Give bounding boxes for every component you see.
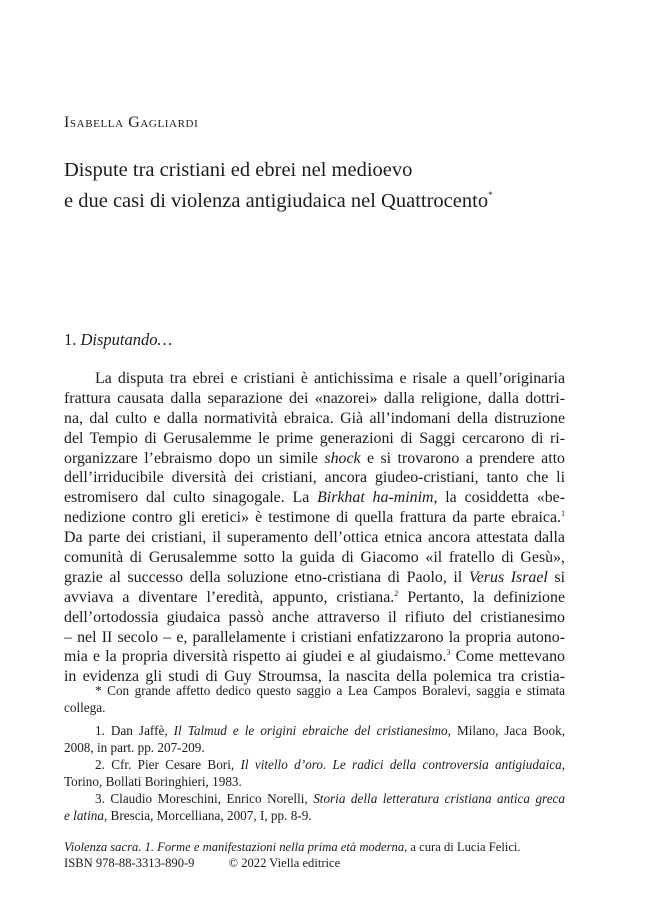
page-footer (64, 839, 521, 871)
title-line-2 (64, 183, 584, 214)
body-line: estromisero dal culto sinagogale. La Birkhat ha-minim, la cosiddetta «be- (64, 489, 565, 507)
footnotes (64, 682, 565, 824)
body-line: organizzare l’ebraismo dopo un simile shock e si trovarono a prendere atto (64, 449, 565, 467)
body-line: na, dal culto e dalla normatività ebraica. Già all’indomani della distruzione (64, 409, 565, 427)
footer-editor: , a cura di Lucia Felici. (404, 840, 521, 854)
section-number: 1. (64, 330, 77, 349)
footnote-ref: 2 (394, 588, 399, 598)
body-line: Da parte dei cristiani, il superamento dell’ottica etnica ancora attestata dalla (64, 529, 565, 547)
body-line: avviava a diventare l’eredità, appunto, cristiana.$^2$ Pertanto, la definizione (64, 588, 565, 606)
body-line: del Tempio di Gerusalemme le prime generazioni di Saggi cercarono di ri- (64, 429, 565, 447)
footnote-2-line-1: 2. Cfr. Pier Cesare Bori, Il vitello d’oro. Le radici della controversia antigiudaica, (95, 757, 565, 772)
footnote-1-line-2: 2008, in part. pp. 207-209. (64, 740, 205, 755)
title-line-2-text: e due casi di violenza antigiudaica nel Quattrocento (64, 190, 489, 212)
body-text (64, 369, 565, 687)
footnote-3-line-1: 3. Claudio Moreschini, Enrico Norelli, Storia della letteratura cristiana antica greca (95, 791, 565, 806)
body-line: La disputa tra ebrei e cristiani è antichissima e risale a quell’originaria (95, 370, 565, 387)
body-line: – nel II secolo – e, parallelamente i cristiani enfatizzarono la propria autono- (64, 628, 565, 646)
footer-book-line (64, 839, 521, 855)
body-line: nedizione contro gli eretici» è testimone di quella frattura da parte ebraica.$^1$ (64, 509, 565, 527)
title-line-1: Dispute tra cristiani ed ebrei nel medioevo (64, 159, 413, 181)
footer-isbn: ISBN 978-88-3313-890-9 (64, 856, 195, 870)
author-name: Isabella Gagliardi (64, 114, 199, 131)
article-title (64, 158, 584, 214)
body-line: mia e la propria diversità rispetto ai giudei e al giudaismo.$^3$ Come mettevano (64, 648, 565, 666)
section-title: Disputando… (80, 330, 173, 349)
title-footnote-mark: * (488, 190, 493, 200)
footnote-star-line-2: collega. (64, 700, 106, 715)
body-line: grazie al successo della soluzione etno-cristiana di Paolo, il Verus Israel si (64, 568, 565, 586)
body-line: comunità di Gerusalemme sotto la guida di Giacomo «il fratello di Gesù», (64, 549, 565, 567)
body-line: dell’irriducibile diversità dei cristiani, ancora giudeo-cristiani, tanto che li (64, 469, 565, 487)
footer-copyright: © 2022 Viella editrice (228, 856, 341, 870)
body-line: in evidenza gli studi di Guy Stroumsa, la nascita della polemica tra cristia- (64, 668, 565, 686)
footnote-ref: 1 (561, 509, 565, 519)
body-line: dell’ortodossia giudaica passò anche attraverso il rifiuto del cristianesimo (64, 608, 565, 626)
body-line: frattura causata dalla separazione dei «nazorei» dalla religione, dalla dottri- (64, 389, 565, 407)
footnote-3-line-2: e latina, Brescia, Morcelliana, 2007, I, pp. 8-9. (64, 808, 312, 823)
footnote-1-line-1: 1. Dan Jaffè, Il Talmud e le origini ebraiche del cristianesimo, Milano, Jaca Book, (95, 723, 565, 738)
section-heading (64, 330, 172, 350)
footer-isbn-line (64, 855, 521, 871)
footnote-ref: 3 (446, 648, 451, 658)
footer-book-title: Violenza sacra. 1. Forme e manifestazioni nella prima età moderna (64, 840, 405, 854)
footnote-star-line-1: * Con grande affetto dedico questo saggio a Lea Campos Boralevi, saggia e stimata (95, 683, 565, 698)
footnote-2-line-2: Torino, Bollati Boringhieri, 1983. (64, 774, 242, 789)
